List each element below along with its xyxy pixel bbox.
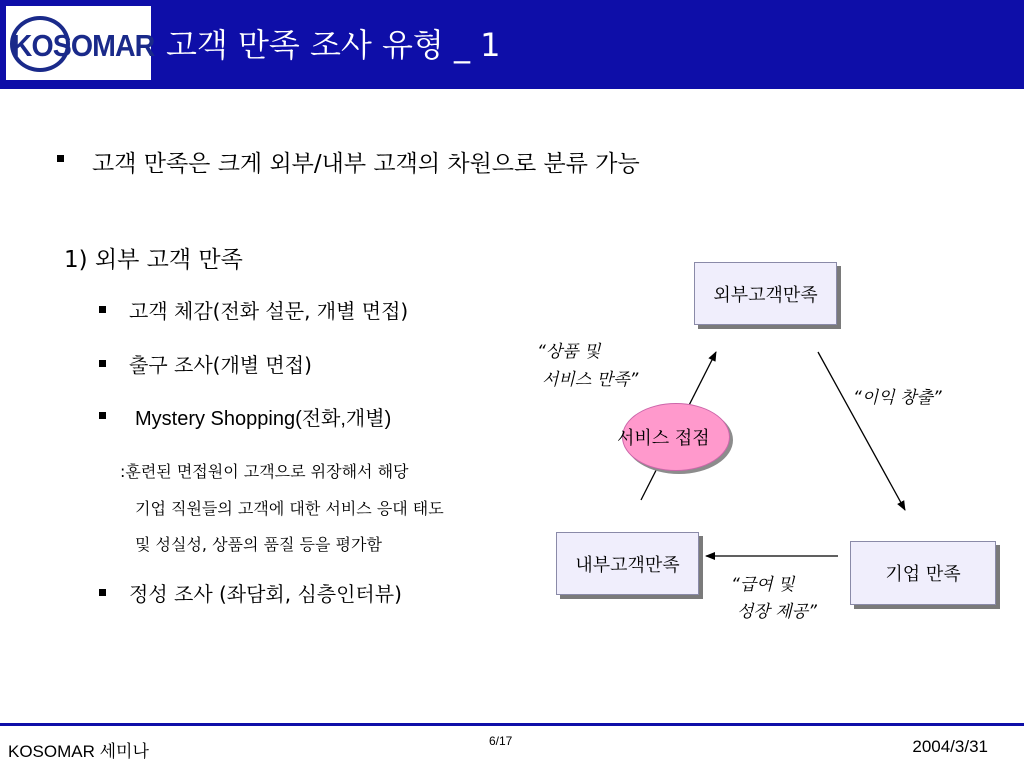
footer-date: 2004/3/31	[912, 737, 988, 756]
list-item-mystery-shopping: Mystery Shopping(전화,개별)	[135, 408, 392, 430]
mystery-note-line-3: 및 성실성, 상품의 품질 등을 평가함	[135, 535, 382, 554]
quote-salary-line-1: “급여 및	[731, 575, 795, 595]
list-item-exit-survey: 출구 조사(개별 면접)	[129, 353, 312, 377]
list-item-survey: 고객 체감(전화 설문, 개별 면접)	[129, 299, 409, 323]
company-satisfaction-box: 기업 만족	[850, 541, 996, 605]
mystery-note-line-1: :훈련된 면접원이 고객으로 위장해서 해당	[120, 462, 409, 481]
footer-seminar-name: KOSOMAR 세미나	[8, 742, 149, 761]
quote-product-line-1: “상품 및	[537, 342, 601, 362]
quote-product-line-2: 서비스 만족”	[542, 370, 639, 390]
logo-text: KOSOMAR	[11, 28, 155, 63]
mystery-note-line-2: 기업 직원들의 고객에 대한 서비스 응대 태도	[135, 499, 444, 518]
service-contact-label: 서비스 접점	[617, 428, 710, 449]
list-item-qualitative: 정성 조사 (좌담회, 심층인터뷰)	[129, 582, 402, 606]
arrow-external-to-company	[818, 352, 905, 510]
external-satisfaction-box: 외부고객만족	[694, 262, 837, 325]
main-point: 고객 만족은 크게 외부/내부 고객의 차원으로 분류 가능	[92, 151, 640, 177]
section-title: 1) 외부 고객 만족	[64, 247, 243, 273]
page-number: 6/17	[489, 734, 513, 748]
quote-salary-line-2: 성장 제공”	[737, 602, 817, 622]
slide-title: 고객 만족 조사 유형 _ 1	[166, 26, 501, 64]
footer-divider	[0, 723, 1024, 726]
internal-satisfaction-box: 내부고객만족	[556, 532, 699, 595]
quote-profit: “이익 창출”	[853, 388, 942, 408]
